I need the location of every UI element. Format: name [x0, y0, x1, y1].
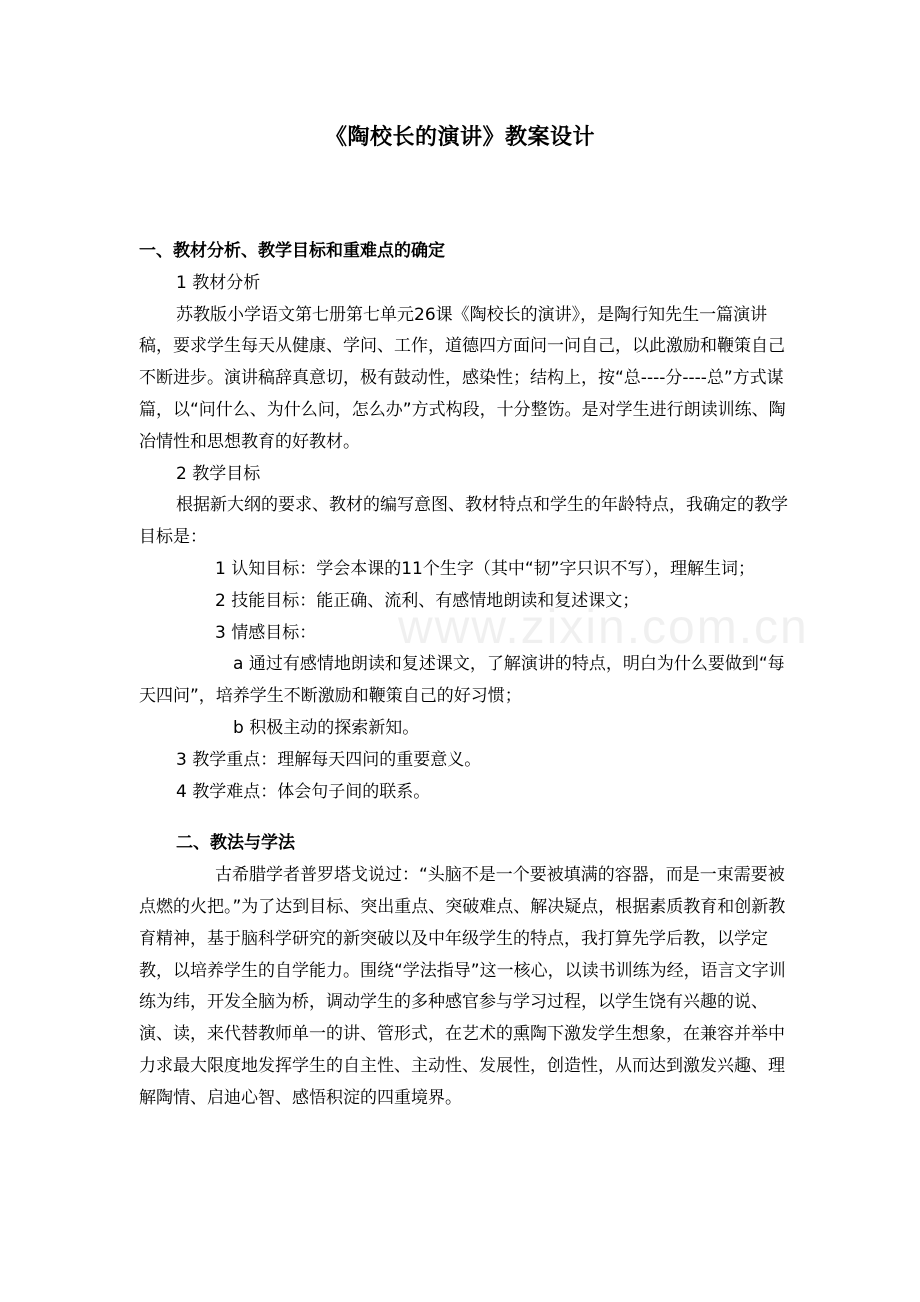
goal-emotional-b: b 积极主动的探索新知。	[233, 717, 420, 738]
document-title: 《陶校长的演讲》教案设计	[324, 125, 595, 150]
goal-emotional-a: a 通过有感情地朗读和复述课文，了解演讲的特点，明白为什么要做到“每天四问”，培养学生不断激励和鞭策自己的好习惯；	[139, 654, 785, 707]
section-spacer	[139, 808, 789, 828]
document-body	[139, 236, 789, 1115]
goal-emotional: 3 情感目标：	[215, 622, 317, 643]
teaching-focus: 3 教学重点：理解每天四问的重要意义。	[176, 749, 482, 770]
paragraph-teaching-goals: 根据新大纲的要求、教材的编写意图、教材特点和学生的年龄特点，我确定的教学目标是：	[139, 495, 788, 548]
subheading-materials-analysis: 1 教材分析	[176, 272, 261, 293]
section-heading-1: 一、教材分析、教学目标和重难点的确定	[139, 241, 445, 261]
paragraph-methods: 古希腊学者普罗塔戈说过：“头脑不是一个要被填满的容器，而是一束需要被点燃的火把。”为了达到目标、突出重点、突破难点、解决疑点，根据素质教育和创新教育精神，基于脑科学研究的新突破以及中年级学生的特点，我打算先学后教，以学定教，以培养学生的自学能力。围绕“学法指导”这一核心，以读书训练为经，语言文字训练为纬，开发全脑为桥，调动学生的多种感官参与学习过程，以学生饶有兴趣的说、演、读，来代替教师单一的讲、管形式，在艺术的熏陶下激发学生想象，在兼容并举中力求最大限度地发挥学生的自主性、主动性、发展性，创造性，从而达到激发兴趣、理解陶情、启迪心智、感悟积淀的四重境界。	[139, 865, 786, 1108]
watermark-text: www.zixin.com.cn	[398, 601, 809, 654]
goal-cognitive: 1 认知目标：学会本课的11个生字（其中“韧”字只识不写），理解生词；	[215, 558, 755, 579]
teaching-difficulty: 4 教学难点：体会句子间的联系。	[176, 781, 431, 802]
subheading-teaching-goals: 2 教学目标	[176, 463, 261, 484]
goal-skill: 2 技能目标：能正确、流利、有感情地朗读和复述课文；	[215, 590, 640, 611]
section-heading-2: 二、教法与学法	[176, 833, 295, 854]
paragraph-materials-analysis: 苏教版小学语文第七册第七单元26课《陶校长的演讲》，是陶行知先生一篇演讲稿，要求学生每天从健康、学问、工作，道德四方面问一问自己，以此激励和鞭策自己不断进步。演讲稿辞真意切，极有鼓动性，感染性；结构上，按“总----分----总”方式谋篇，以“问什么、为什么问，怎么办”方式构段，十分整饬。是对学生进行朗读训练、陶冶情性和思想教育的好教材。	[139, 304, 786, 452]
